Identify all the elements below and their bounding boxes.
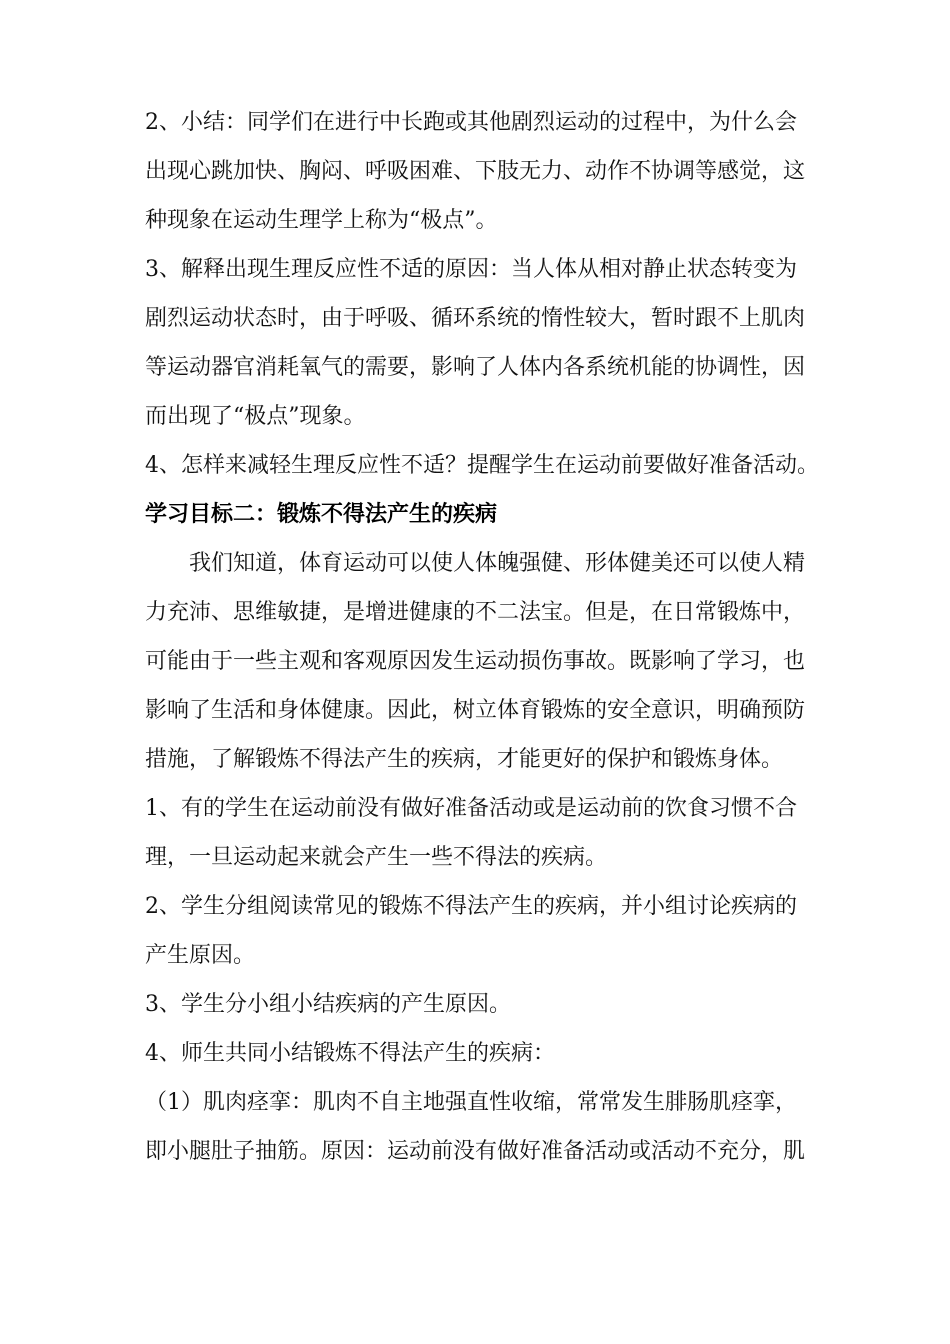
text-line: 出现心跳加快、胸闷、呼吸困难、下肢无力、动作不协调等感觉，这: [145, 159, 806, 184]
text-line: （1）肌肉痉挛：肌肉不自主地强直性收缩，常常发生腓肠肌痉挛，: [145, 1090, 797, 1115]
text-line: 4、师生共同小结锻炼不得法产生的疾病：: [145, 1041, 555, 1066]
text-line: 我们知道，体育运动可以使人体魄强健、形体健美还可以使人精: [145, 551, 806, 576]
text-line: 力充沛、思维敏捷，是增进健康的不二法宝。但是，在日常锻炼中，: [145, 600, 806, 625]
text-line: 1、有的学生在运动前没有做好准备活动或是运动前的饮食习惯不合: [145, 796, 797, 821]
document-body: [145, 98, 825, 1176]
text-line: 4、怎样来减轻生理反应性不适？提醒学生在运动前要做好准备活动。: [145, 453, 819, 478]
text-line: 即小腿肚子抽筋。原因：运动前没有做好准备活动或活动不充分，肌: [145, 1139, 806, 1164]
text-line: 等运动器官消耗氧气的需要，影响了人体内各系统机能的协调性，因: [145, 355, 806, 380]
text-line: 理，一旦运动起来就会产生一些不得法的疾病。: [145, 845, 608, 870]
text-line: 影响了生活和身体健康。因此，树立体育锻炼的安全意识，明确预防: [145, 698, 806, 723]
text-line: 2、小结：同学们在进行中长跑或其他剧烈运动的过程中，为什么会: [145, 110, 797, 135]
text-line: 可能由于一些主观和客观原因发生运动损伤事故。既影响了学习，也: [145, 649, 806, 674]
text-line: 措施，了解锻炼不得法产生的疾病，才能更好的保护和锻炼身体。: [145, 747, 784, 772]
text-line: 3、解释出现生理反应性不适的原因：当人体从相对静止状态转变为: [145, 257, 797, 282]
text-line: 种现象在运动生理学上称为“极点”。: [145, 208, 498, 233]
section-heading: 学习目标二：锻炼不得法产生的疾病: [145, 502, 498, 527]
text-line: 3、学生分小组小结疾病的产生原因。: [145, 992, 511, 1017]
text-line: 而出现了“极点”现象。: [145, 404, 366, 429]
text-line: 剧烈运动状态时，由于呼吸、循环系统的惰性较大，暂时跟不上肌肉: [145, 306, 806, 331]
text-line: 产生原因。: [145, 943, 256, 968]
text-line: 2、学生分组阅读常见的锻炼不得法产生的疾病，并小组讨论疾病的: [145, 894, 797, 919]
